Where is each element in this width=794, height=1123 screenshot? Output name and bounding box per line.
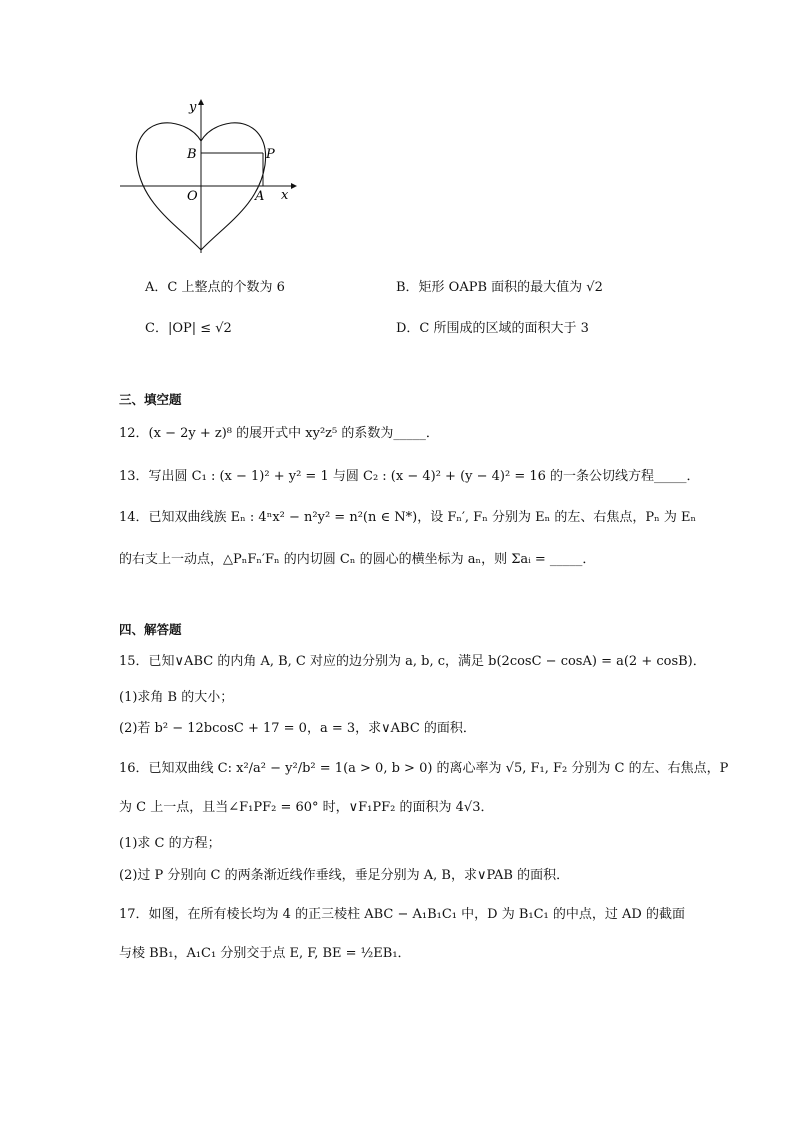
heart-curve-figure <box>115 95 300 260</box>
question-16-line-2: 为 C 上一点，且当∠F₁PF₂ = 60° 时，∨F₁PF₂ 的面积为 4√3． <box>119 800 494 815</box>
question-16-part-2: (2)过 P 分别向 C 的两条渐近线作垂线，垂足分别为 A, B，求∨PAB 的面积． <box>119 868 570 883</box>
label-p: P <box>266 147 275 162</box>
question-17-line-1: 17．如图，在所有棱长均为 4 的正三棱柱 ABC − A₁B₁C₁ 中，D 为 B₁C₁ 的中点，过 AD 的截面 <box>119 907 685 922</box>
question-13: 13．写出圆 C₁ : (x − 1)² + y² = 1 与圆 C₂ : (x − 4)² + (y − 4)² = 16 的一条公切线方程_____． <box>119 469 700 484</box>
section-4-title: 四、解答题 <box>119 622 182 637</box>
label-o: O <box>187 189 198 204</box>
question-15-part-2: (2)若 b² − 12bcosC + 17 = 0，a = 3，求∨ABC 的面积． <box>119 721 476 736</box>
question-14-line-1: 14．已知双曲线族 Eₙ : 4ⁿx² − n²y² = n²(n ∈ N*)，设 Fₙ′, Fₙ 分别为 Eₙ 的左、右焦点，Pₙ 为 Eₙ <box>119 510 697 525</box>
label-b: B <box>187 147 197 162</box>
question-17-line-2: 与棱 BB₁，A₁C₁ 分别交于点 E, F, BE = ½EB₁． <box>119 946 411 961</box>
q11-option-b: B．矩形 OAPB 面积的最大值为 √2 <box>396 280 603 295</box>
q11-option-a: A．C 上整点的个数为 6 <box>145 280 285 295</box>
question-14-line-2: 的右支上一动点，△PₙFₙ′Fₙ 的内切圆 Cₙ 的圆心的横坐标为 aₙ，则 Σaᵢ = _____． <box>119 552 596 567</box>
question-12: 12．(x − 2y + z)⁸ 的展开式中 xy²z⁵ 的系数为_____． <box>119 426 439 441</box>
label-y: y <box>189 100 197 115</box>
question-15-part-1: (1)求角 B 的大小； <box>119 690 234 705</box>
label-x: x <box>281 188 289 203</box>
question-16-line-1: 16．已知双曲线 C: x²/a² − y²/b² = 1(a > 0, b > 0) 的离心率为 √5, F₁, F₂ 分别为 C 的左、右焦点，P <box>119 761 729 776</box>
question-15-stem: 15．已知∨ABC 的内角 A, B, C 对应的边分别为 a, b, c，满足 b(2cosC − cosA) = a(2 + cosB)． <box>119 654 706 669</box>
label-a: A <box>255 189 265 204</box>
question-16-part-1: (1)求 C 的方程； <box>119 836 221 851</box>
q11-option-c: C．|OP| ≤ √2 <box>145 321 232 336</box>
y-axis-arrow-icon <box>198 99 204 105</box>
x-axis-arrow-icon <box>291 183 297 189</box>
section-3-title: 三、填空题 <box>119 392 182 407</box>
q11-option-d: D．C 所围成的区域的面积大于 3 <box>396 321 589 336</box>
